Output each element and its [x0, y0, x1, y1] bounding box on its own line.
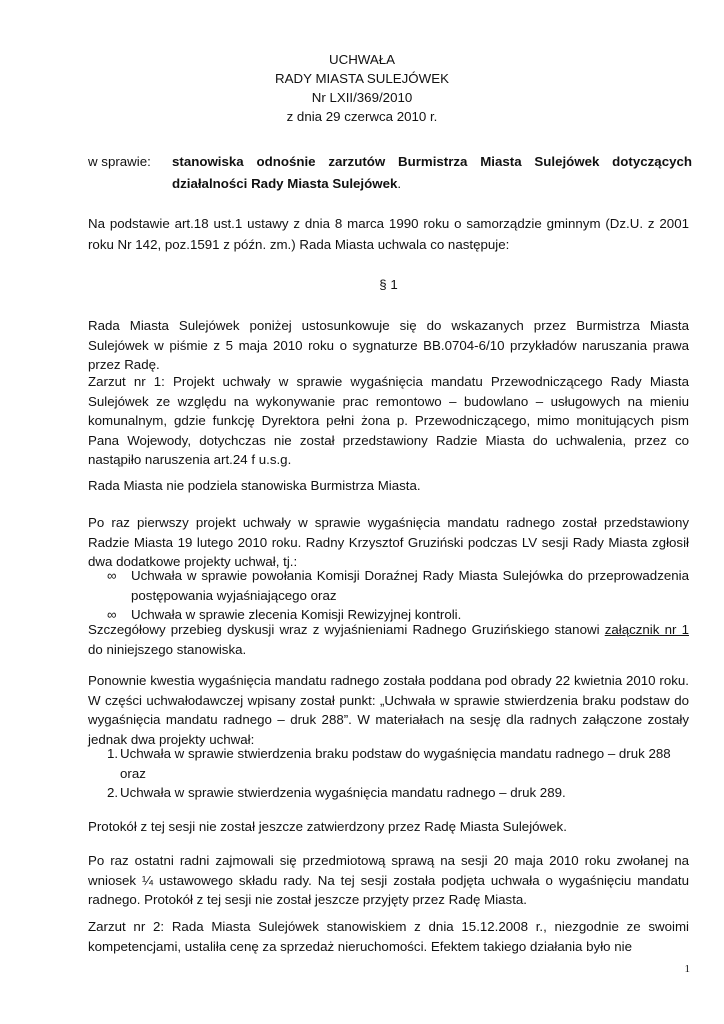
- attachment-text-after: do niniejszego stanowiska.: [88, 641, 247, 657]
- paragraph-protocol: Protokół z tej sesji nie został jeszcze zatwierdzony przez Radę Miasta Sulejówek.: [88, 819, 567, 834]
- bullet-mark-icon: ∞: [107, 607, 117, 622]
- bullet-mark-icon: ∞: [107, 568, 117, 583]
- paragraph-intro: Rada Miasta Sulejówek poniżej ustosunkowuje się do wskazanych przez Burmistrza Miasta Sulejówek w piśmie z 5 maja 2010 roku o sygnaturze BB.0704-6/10 przykładów naruszania prawa przez Radę.: [88, 318, 689, 372]
- attachment-text-before: Szczegółowy przebieg dyskusji wraz z wyjaśnieniami Radnego Gruzińskiego stanowi: [88, 622, 605, 637]
- paragraph-charge-1: Zarzut nr 1: Projekt uchwały w sprawie wygaśnięcia mandatu Przewodniczącego Rady Miasta Sulejówek ze względu na wykonywanie prac remontowo – budowlano – usługowych na mieniu komunalnym, gdzie funkcję Dyrektora pełni żona p. Przewodniczącego, mimo monitujących pism Pana Wojewody, dotychczas nie został przedstawiony Radzie Miasta do uchwalenia, przez co nastąpiło naruszenia art.24 f u.s.g.: [88, 374, 689, 467]
- paragraph-attachment: [88, 620, 689, 659]
- list-item: [88, 744, 689, 783]
- header-council: RADY MIASTA SULEJÓWEK: [275, 71, 449, 86]
- page-number: 1: [684, 963, 690, 975]
- header-title: UCHWAŁA: [329, 52, 395, 67]
- paragraph-first-project: Po raz pierwszy projekt uchwały w sprawie wygaśnięcia mandatu radnego został przedstawiony Radzie Miasta 19 lutego 2010 roku. Radny Krzysztof Gruziński podczas LV sesji Rady Miasta zgłosił dwa dodatkowe projekty uchwał, tj.:: [88, 515, 689, 569]
- paragraph-last-session: Po raz ostatni radni zajmowali się przedmiotową sprawą na sesji 20 maja 2010 roku zwołanej na wniosek ¼ ustawowego składu rady. Na tej sesji została podjęta uchwała o wygaśnięciu mandatu radnego. Protokół z tej sesji nie został jeszcze przyjęty przez Radę Miasta.: [88, 853, 689, 907]
- header-date: z dnia 29 czerwca 2010 r.: [286, 109, 438, 124]
- list-item-number: 1.: [107, 746, 119, 761]
- list-item-text: Uchwała w sprawie zlecenia Komisji Rewizyjnej kontroli.: [131, 607, 462, 622]
- document-header: [0, 50, 724, 126]
- list-item: [88, 783, 689, 803]
- subject-text: [172, 151, 692, 195]
- list-item-text: Uchwała w sprawie stwierdzenia wygaśnięcia mandatu radnego – druk 289.: [120, 785, 566, 800]
- attachment-reference: załącznik nr 1: [604, 622, 689, 637]
- subject-text-main: stanowiska odnośnie zarzutów Burmistrza Miasta Sulejówek dotyczących działalności Rady Miasta Sulejówek: [172, 154, 692, 191]
- numbered-list: [88, 744, 689, 803]
- bullet-list: [88, 566, 689, 625]
- list-item: [88, 566, 689, 605]
- section-heading: § 1: [379, 277, 398, 292]
- paragraph-council-position: Rada Miasta nie podziela stanowiska Burmistrza Miasta.: [88, 478, 421, 493]
- list-item-number: 2.: [107, 785, 119, 800]
- header-number: Nr LXII/369/2010: [311, 90, 413, 105]
- subject-label: w sprawie:: [88, 154, 151, 169]
- legal-basis-paragraph: Na podstawie art.18 ust.1 ustawy z dnia 8 marca 1990 roku o samorządzie gminnym (Dz.U. z 2001 roku Nr 142, poz.1591 z późn. zm.) Rada Miasta uchwala co następuje:: [88, 216, 689, 252]
- paragraph-second-session: Ponownie kwestia wygaśnięcia mandatu radnego została poddana pod obrady 22 kwietnia 2010 roku. W części uchwałodawczej wpisany został punkt: „Uchwała w sprawie stwierdzenia braku podstaw do wygaśnięcia mandatu radnego – druk 288”. W materiałach na sesję dla radnych załączone zostały jednak dwa projekty uchwał:: [88, 673, 689, 747]
- subject-text-end: .: [397, 176, 402, 191]
- list-item-text: Uchwała w sprawie stwierdzenia braku podstaw do wygaśnięcia mandatu radnego – druk 288 oraz: [120, 746, 671, 781]
- paragraph-charge-2: Zarzut nr 2: Rada Miasta Sulejówek stanowiskiem z dnia 15.12.2008 r., niezgodnie ze swoimi kompetencjami, ustaliła cenę za sprzedaż nieruchomości. Efektem takiego działania było nie: [88, 919, 689, 954]
- list-item-text: Uchwała w sprawie powołania Komisji Doraźnej Rady Miasta Sulejówka do przeprowadzenia postępowania wyjaśniającego oraz: [131, 568, 689, 603]
